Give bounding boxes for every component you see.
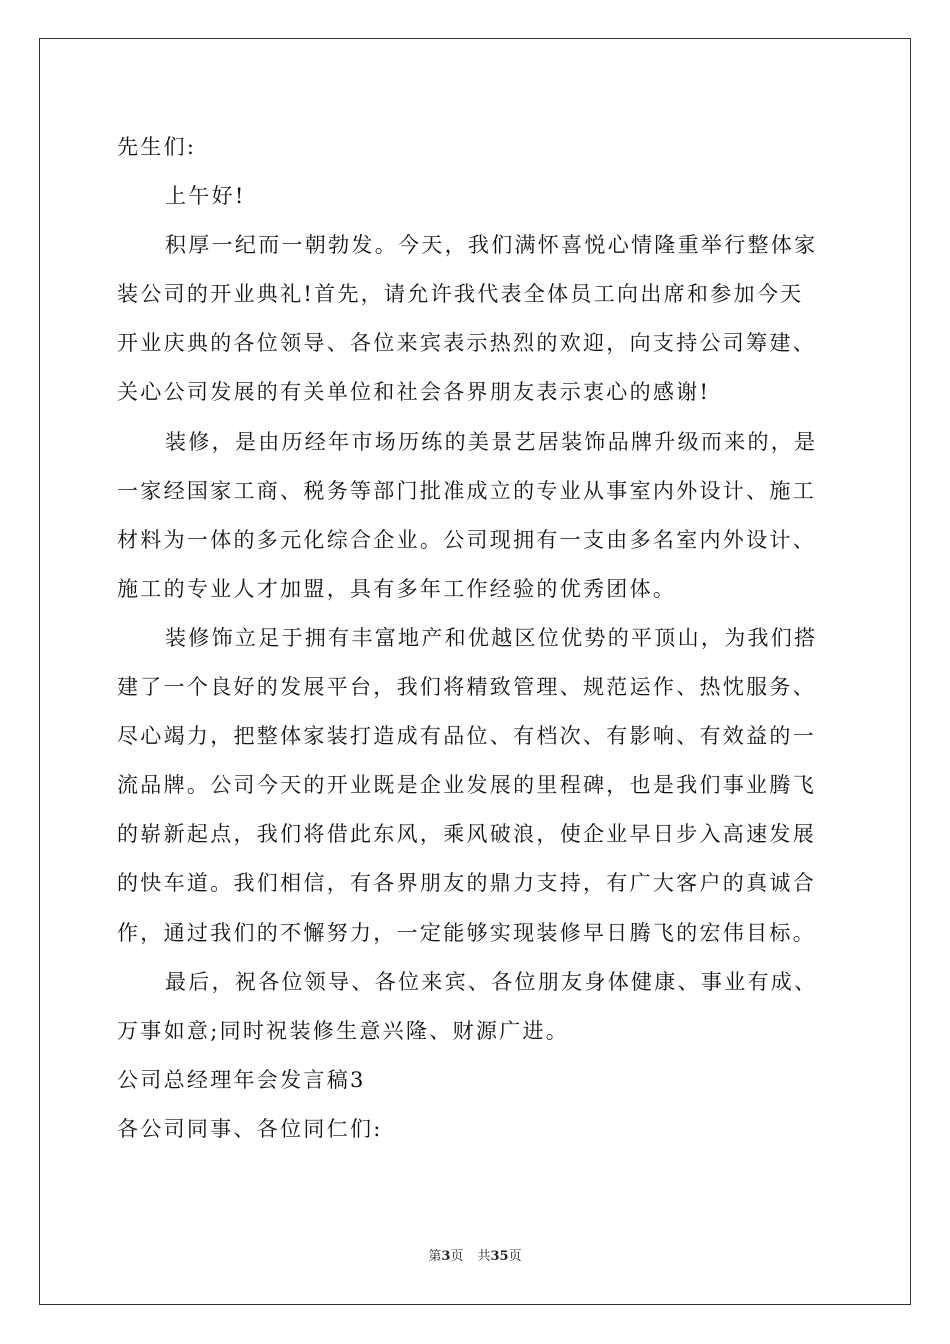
text-line: 公司总经理年会发言稿3 xyxy=(117,1067,366,1092)
page-number: 3 xyxy=(441,1249,451,1264)
text-line: 最后，祝各位领导、各位来宾、各位朋友身体健康、事业有成、 xyxy=(165,969,818,994)
document-body xyxy=(117,123,837,1154)
text-line: 先生们: xyxy=(117,135,197,159)
text-line: 尽心竭力，把整体家装打造成有品位、有档次、有影响、有效益的一 xyxy=(117,724,816,749)
text-line: 的崭新起点，我们将借此东风，乘风破浪，使企业早日步入高速发展 xyxy=(117,822,816,847)
text-line: 一家经国家工商、税务等部门批准成立的专业从事室内外设计、施工 xyxy=(117,478,816,503)
total-suffix: 页 xyxy=(508,1249,522,1264)
text-line: 积厚一纪而一朝勃发。今天，我们满怀喜悦心情隆重举行整体家 xyxy=(165,233,818,258)
text-line: 材料为一体的多元化综合企业。公司现拥有一支由多名室内外设计、 xyxy=(117,527,816,552)
text-line: 的快车道。我们相信，有各界朋友的鼎力支持，有广大客户的真诚合 xyxy=(117,871,816,896)
text-line: 开业庆典的各位领导、各位来宾表示热烈的欢迎，向支持公司筹建、 xyxy=(117,331,816,356)
text-line: 流品牌。公司今天的开业既是企业发展的里程碑，也是我们事业腾飞 xyxy=(117,773,816,798)
text-line: 装公司的开业典礼!首先，请允许我代表全体员工向出席和参加今天 xyxy=(117,282,804,307)
page-footer xyxy=(0,1248,950,1266)
page-prefix: 第 xyxy=(428,1249,442,1264)
text-line: 装修，是由历经年市场历练的美景艺居装饰品牌升级而来的，是 xyxy=(165,429,818,454)
text-line: 各公司同事、各位同仁们: xyxy=(117,1116,383,1141)
text-line: 关心公司发展的有关单位和社会各界朋友表示衷心的感谢! xyxy=(117,380,711,405)
text-line: 万事如意;同时祝装修生意兴隆、财源广进。 xyxy=(117,1018,570,1043)
text-line: 装修饰立足于拥有丰富地产和优越区位优势的平顶山，为我们搭 xyxy=(165,625,818,650)
total-pages: 35 xyxy=(490,1249,509,1264)
text-line: 施工的专业人才加盟，具有多年工作经验的优秀团体。 xyxy=(117,576,677,601)
total-prefix: 共 xyxy=(477,1249,491,1264)
page-suffix: 页 xyxy=(450,1249,464,1264)
text-line: 上午好! xyxy=(165,184,246,209)
text-line: 作，通过我们的不懈努力，一定能够实现装修早日腾飞的宏伟目标。 xyxy=(117,920,816,945)
text-line: 建了一个良好的发展平台，我们将精致管理、规范运作、热忱服务、 xyxy=(117,675,816,700)
